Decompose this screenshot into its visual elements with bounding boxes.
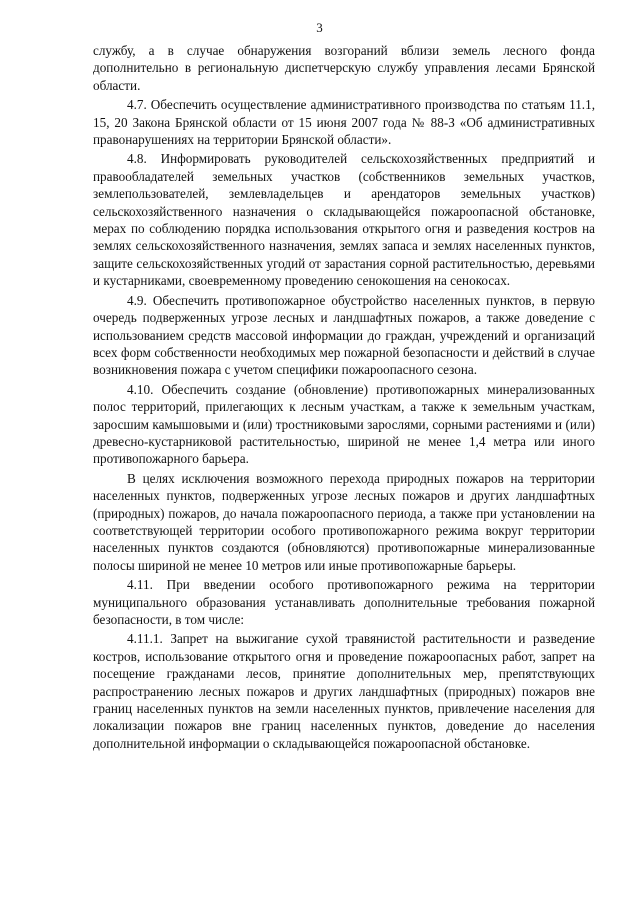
- paragraph-4-10-barriers: В целях исключения возможного перехода природных пожаров на территории населенных пунктов, подверженных угрозе лесных пожаров и других ландшафтных (природных) пожаров, до начала пожароопасного периода, а также при установлении на соответствующей территории особого противопожарного режима вокруг территории населенных пунктов создаются (обновляются) противопожарные минерализованные полосы шириной не менее 10 метров или иные противопожарные барьеры.: [93, 470, 595, 573]
- paragraph-continuation: службу, а в случае обнаружения возгораний вблизи земель лесного фонда дополнительно в региональную диспетчерскую службу управления лесами Брянской области.: [93, 43, 595, 93]
- paragraph-4-11: 4.11. При введении особого противопожарного режима на территории муниципального образования устанавливать дополнительные требования пожарной безопасности, в том числе:: [93, 577, 595, 627]
- page-number: 3: [316, 20, 323, 35]
- paragraph-4-9: 4.9. Обеспечить противопожарное обустройство населенных пунктов, в первую очередь подверженных угрозе лесных и ландшафтных пожаров, а также доведение с использованием средств массовой информации до граждан, учреждений и организаций всех форм собственности необходимых мер пожарной безопасности и действий в случае возникновения пожара с учетом специфики пожароопасного сезона.: [93, 292, 595, 378]
- paragraph-4-11-1: 4.11.1. Запрет на выжигание сухой травянистой растительности и разведение костров, использование открытого огня и проведение пожароопасных работ, запрет на посещение гражданами лесов, принятие дополнительных мер, препятствующих распространению лесных пожаров и других ландшафтных (природных) пожаров вне границ населенных пунктов на земли населенных пунктов, привлечение населения для локализации пожаров вне границ населенных пунктов, доведение до населения дополнительной информации о складывающейся пожароопасной обстановке.: [93, 631, 595, 751]
- document-body: [93, 42, 595, 752]
- paragraph-4-8: 4.8. Информировать руководителей сельскохозяйственных предприятий и правообладателей земельных участков (собственников земельных участков, землепользователей, землевладельцев и арендаторов земельных участков) сельскохозяйственного назначения о складывающейся пожароопасной обстановке, мерах по соблюдению порядка использования открытого огня и разведения костров на землях сельскохозяйственного назначения, землях запаса и землях населенных пунктов, защите сельскохозяйственных угодий от зарастания сорной растительностью, деревьями и кустарниками, своевременному проведению сенокошения на сенокосах.: [93, 151, 595, 289]
- paragraph-4-7: 4.7. Обеспечить осуществление административного производства по статьям 11.1, 15, 20 Закона Брянской области от 15 июня 2007 года № 88-З «Об административных правонарушениях на территории Брянской области».: [93, 97, 595, 148]
- paragraph-4-10: 4.10. Обеспечить создание (обновление) противопожарных минерализованных полос территорий, прилегающих к лесным участкам, а также к земельным участкам, заросшим камышовыми и (или) тростниковыми зарослями, сорными растениями и (или) древесно-кустарниковой растительностью, шириной не менее 1,4 метра или иного противопожарного барьера.: [93, 381, 595, 467]
